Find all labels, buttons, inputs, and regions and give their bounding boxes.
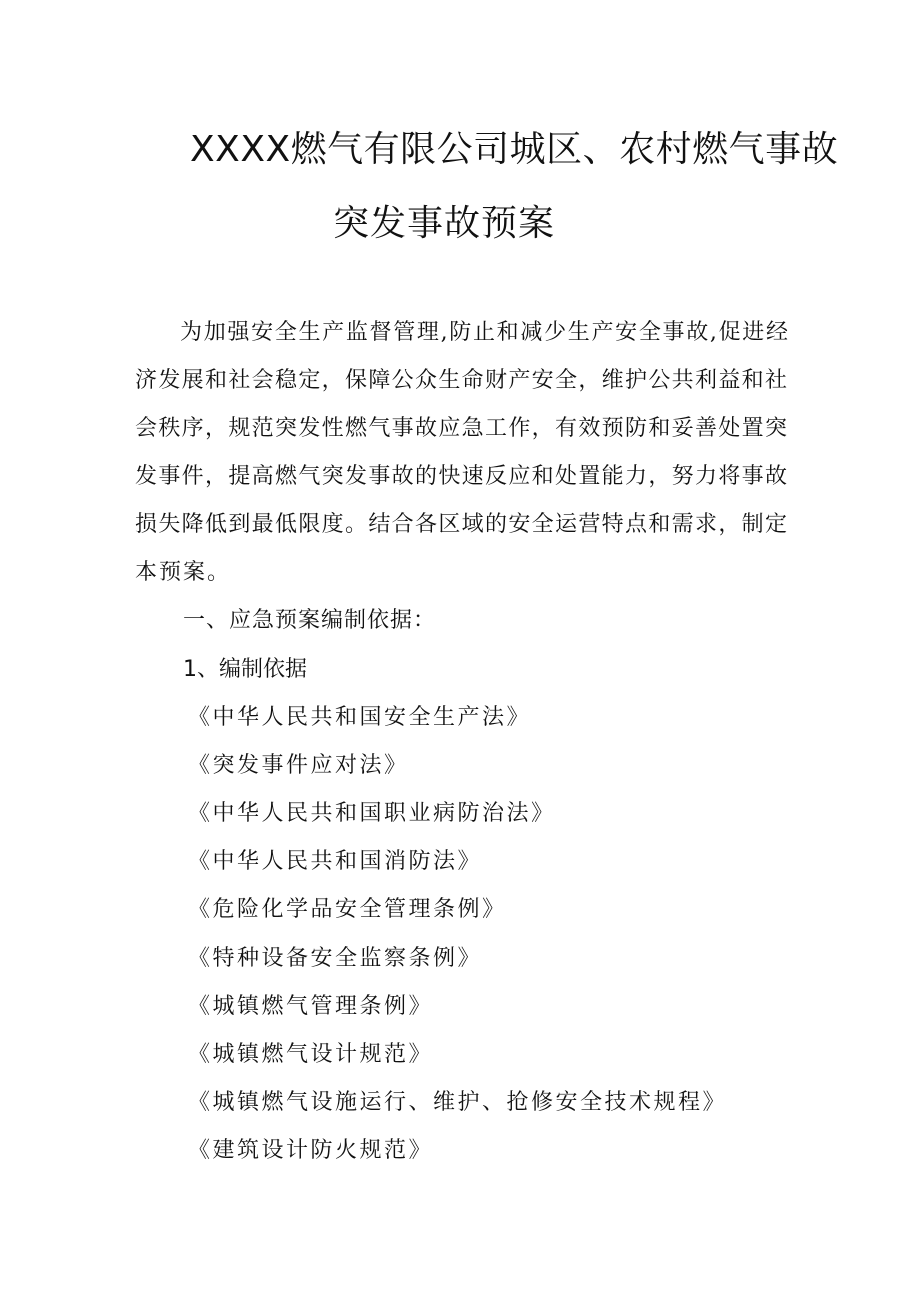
- law-item: 《特种设备安全监察条例》: [188, 946, 483, 971]
- law-item: 《危险化学品安全管理条例》: [188, 897, 507, 922]
- section-heading: 一、应急预案编制依据：: [183, 608, 437, 633]
- law-item: 《建筑设计防火规范》: [188, 1138, 434, 1163]
- intro-line: 本预案。: [135, 560, 232, 585]
- intro-line: 会秩序，规范突发性燃气事故应急工作，有效预防和妥善处置突: [135, 416, 787, 441]
- document-title-line-2: 突发事故预案: [333, 203, 556, 244]
- intro-line: 济发展和社会稳定，保障公众生命财产安全，维护公共利益和社: [135, 368, 787, 393]
- law-item: 《城镇燃气设计规范》: [188, 1042, 434, 1067]
- intro-line: 为加强安全生产监督管理,防止和减少生产安全事故,促进经: [180, 320, 788, 345]
- law-item: 《城镇燃气设施运行、维护、抢修安全技术规程》: [188, 1090, 728, 1115]
- intro-line: 损失降低到最低限度。结合各区域的安全运营特点和需求，制定: [135, 512, 787, 537]
- law-item: 《中华人民共和国职业病防治法》: [188, 801, 556, 826]
- document-title-line-1: XXXX燃气有限公司城区、农村燃气事故: [190, 129, 839, 170]
- law-item: 《中华人民共和国安全生产法》: [188, 705, 532, 730]
- law-item: 《中华人民共和国消防法》: [188, 849, 483, 874]
- law-item: 《城镇燃气管理条例》: [188, 994, 434, 1019]
- intro-line: 发事件，提高燃气突发事故的快速反应和处置能力，努力将事故: [135, 464, 787, 489]
- subsection-heading: 1、编制依据: [183, 657, 307, 682]
- law-item: 《突发事件应对法》: [188, 753, 409, 778]
